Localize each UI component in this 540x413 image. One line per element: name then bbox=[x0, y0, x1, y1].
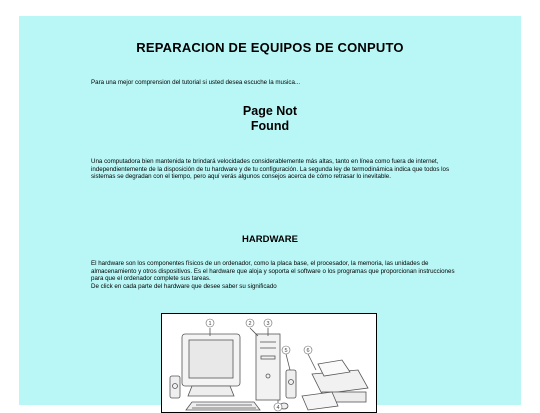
hardware-paragraph bbox=[91, 260, 456, 290]
music-intro-text: Para una mejor comprension del tutorial si usted desea escuche la musica... bbox=[91, 79, 301, 86]
callout-6: 6 bbox=[306, 348, 310, 354]
speaker-right-part[interactable] bbox=[286, 370, 296, 398]
computer-illustration bbox=[162, 314, 376, 412]
page-title: REPARACION DE EQUIPOS DE CONPUTO bbox=[136, 40, 404, 55]
callout-3: 3 bbox=[266, 321, 270, 327]
scanner-part[interactable] bbox=[302, 392, 338, 410]
hardware-instruction: De click en cada parte del hardware que desee saber su significado bbox=[91, 282, 277, 290]
page-content bbox=[19, 16, 521, 411]
callout-1: 1 bbox=[208, 321, 212, 327]
monitor-part[interactable] bbox=[182, 334, 240, 396]
tower-part[interactable] bbox=[256, 334, 280, 400]
not-found-line2: Found bbox=[250, 119, 290, 133]
callout-2: 2 bbox=[248, 321, 252, 327]
speaker-left-part[interactable] bbox=[170, 376, 180, 398]
page-not-found-embed bbox=[19, 104, 521, 134]
hardware-image-map[interactable] bbox=[161, 313, 377, 413]
hardware-description: El hardware son los componentes físicos de un ordenador, como la placa base, el procesador, la memoria, las unidades de almacenamiento y otros dispositivos. Es el hardware que aloja y soporta el software o los programas que proporcionan instrucciones para que el ordenador complete sus tareas. bbox=[91, 260, 455, 283]
not-found-line1: Page Not bbox=[242, 104, 298, 118]
intro-paragraph: Una computadora bien mantenida te brindará velocidades considerablemente más altas, tanto en línea como fuera de internet, independientemente de la disposición de tu hardware y de tu configuración. La segunda ley de termodinámica indica que todos los sistemas se degradan con el tiempo, pero aquí verás algunos consejos acerca de cómo retrasar lo inevitable. bbox=[91, 158, 450, 181]
hardware-heading: HARDWARE bbox=[242, 234, 298, 245]
callout-4: 4 bbox=[276, 405, 280, 411]
callout-5: 5 bbox=[284, 348, 288, 354]
keyboard-part[interactable] bbox=[186, 402, 260, 410]
